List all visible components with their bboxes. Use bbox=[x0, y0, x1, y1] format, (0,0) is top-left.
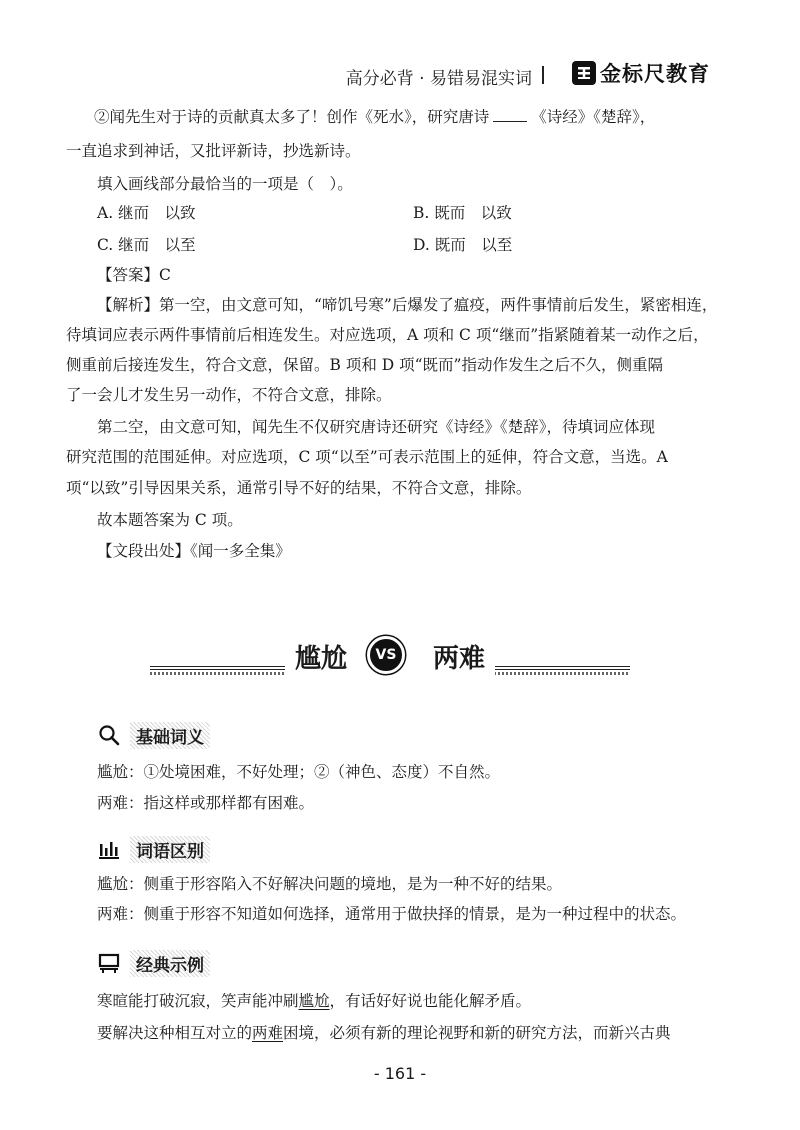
bar-chart-icon bbox=[98, 838, 120, 860]
example-keyword: 尴尬 bbox=[298, 992, 330, 1010]
example-sentence-2: 要解决这种相互对立的两难困境，必须有新的理论视野和新的研究方法，而新兴古典 bbox=[97, 1024, 671, 1042]
example-keyword: 两难 bbox=[252, 1024, 284, 1042]
definition-line: 两难：指这样或那样都有困难。 bbox=[97, 794, 315, 812]
question-stem-line-2: 一直追求到神话，又批评新诗，抄选新诗。 bbox=[66, 142, 361, 160]
brand-name: 金标尺教育 bbox=[600, 62, 710, 86]
section-basic-title: 基础词义 bbox=[130, 722, 210, 749]
brand bbox=[572, 60, 710, 86]
difference-line: 两难：侧重于形容不知道如何选择，通常用于做抉择的情景，是为一种过程中的状态。 bbox=[97, 905, 687, 923]
option-a: A. 继而 以致 bbox=[97, 204, 196, 222]
analysis-line: 故本题答案为 C 项。 bbox=[97, 511, 243, 529]
section-basic-heading bbox=[98, 722, 210, 748]
page-number: - 161 - bbox=[373, 1064, 427, 1083]
vs-plate bbox=[285, 632, 495, 676]
analysis-line: 待填词应表示两件事情前后相连发生。对应选项，A 项和 C 项“继而”指紧随着某一动作之后， bbox=[66, 326, 709, 344]
option-d: D. 既而 以至 bbox=[413, 236, 513, 254]
source-citation: 【文段出处】《闻一多全集》 bbox=[97, 542, 291, 560]
vs-left-word: 尴尬 bbox=[295, 644, 348, 674]
header-divider bbox=[542, 66, 544, 84]
example-sentence-1: 寒暄能打破沉寂，笑声能冲刷尴尬，有话好好说也能化解矛盾。 bbox=[97, 992, 532, 1010]
analysis-line: 项“以致”引导因果关系，通常引导不好的结果，不符合文意，排除。 bbox=[66, 479, 532, 497]
header-subtitle: 高分必背 · 易错易混实词 bbox=[345, 69, 532, 89]
vs-banner bbox=[150, 630, 630, 682]
analysis-line: 第二空，由文意可知，闻先生不仅研究唐诗还研究《诗经》《楚辞》，待填词应体现 bbox=[97, 418, 656, 436]
page-header bbox=[345, 58, 710, 89]
brand-logo-icon bbox=[572, 61, 596, 85]
analysis-line: 【解析】第一空，由文意可知，“啼饥号寒”后爆发了瘟疫，两件事情前后发生，紧密相连， bbox=[97, 296, 718, 314]
vs-right-word: 两难 bbox=[432, 644, 485, 674]
analysis-line: 侧重前后接连发生，符合文意，保留。B 项和 D 项“既而”指动作发生之后不久，侧重隔 bbox=[66, 356, 663, 374]
analysis-line: 研究范围的范围延伸。对应选项，C 项“以至”可表示范围上的延伸，符合文意，当选。A bbox=[66, 448, 668, 466]
question-prompt: 填入画线部分最恰当的一项是（ ）。 bbox=[97, 175, 353, 193]
option-b: B. 既而 以致 bbox=[413, 204, 512, 222]
difference-line: 尴尬：侧重于形容陷入不好解决问题的境地，是为一种不好的结果。 bbox=[97, 875, 563, 893]
section-examples-title: 经典示例 bbox=[130, 950, 210, 977]
section-diff-heading bbox=[98, 836, 210, 862]
magnifier-icon bbox=[98, 724, 120, 746]
cart-icon bbox=[98, 952, 120, 974]
definition-line: 尴尬：①处境困难，不好处理；②（神色、态度）不自然。 bbox=[97, 763, 501, 781]
answer: 【答案】C bbox=[97, 266, 171, 284]
fill-blank bbox=[493, 108, 527, 122]
analysis-line: 了一会儿才发生另一动作，不符合文意，排除。 bbox=[66, 386, 392, 404]
section-diff-title: 词语区别 bbox=[130, 836, 210, 863]
option-c: C. 继而 以至 bbox=[97, 236, 196, 254]
section-examples-heading bbox=[98, 950, 210, 976]
vs-badge: VS bbox=[367, 636, 405, 674]
question-stem-line-1: ②闻先生对于诗的贡献真太多了！创作《死水》，研究唐诗 《诗经》《楚辞》， bbox=[94, 108, 656, 126]
